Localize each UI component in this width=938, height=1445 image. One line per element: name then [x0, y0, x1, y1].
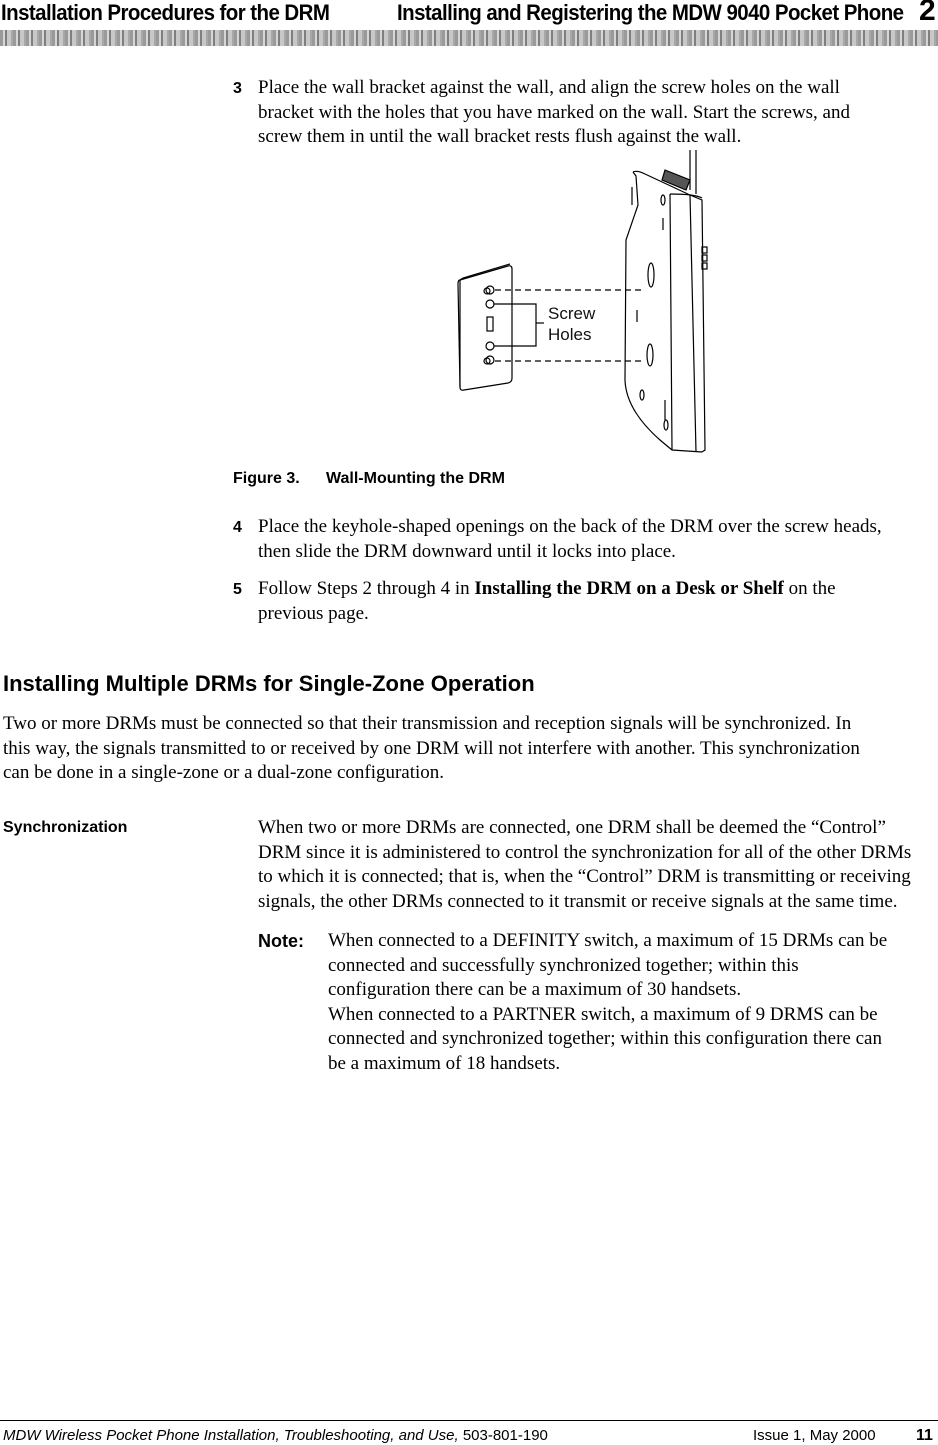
cross-reference: Installing the DRM on a Desk or Shelf [474, 578, 784, 599]
text-run: Follow Steps 2 through 4 in [258, 578, 475, 599]
screw-hole-leaders [494, 304, 544, 346]
step-number: 4 [233, 519, 242, 536]
footer-doc-number: 503-801-190 [462, 1427, 548, 1444]
text-line: bracket with the holes that you have marked on the wall. Start the screws, and [258, 101, 850, 123]
text-line: can be done in a single-zone or a dual-zone configuration. [3, 762, 445, 783]
wall-bracket [458, 264, 512, 390]
text-line: then slide the DRM downward until it locks into place. [258, 540, 676, 562]
screw-holes-label [548, 303, 595, 345]
text-run: on the [783, 578, 836, 599]
footer-rule [0, 1420, 938, 1421]
step-number: 3 [233, 80, 242, 97]
text-line: be a maximum of 18 handsets. [328, 1052, 561, 1074]
drm-device [625, 150, 707, 452]
text-line: screw them in until the wall bracket rests flush against the wall. [258, 126, 742, 147]
text-line: Place the wall bracket against the wall, and align the screw holes on the wall [258, 77, 840, 98]
text-line: When connected to a DEFINITY switch, a maximum of 15 DRMs can be [328, 930, 888, 951]
text-line: previous page. [258, 602, 369, 624]
text-line: signals, the other DRMs connected to it transmit or receive signals at the same time. [258, 890, 898, 912]
text-line: When two or more DRMs are connected, one DRM shall be deemed the “Control” [258, 817, 886, 838]
header-chapter-number: 2 [919, 0, 936, 27]
text-line: connected and successfully synchronized together; within this [328, 954, 799, 976]
text-line: to which it is connected; that is, when the “Control” DRM is transmitting or receiving [258, 866, 911, 887]
text-line: Two or more DRMs must be connected so that their transmission and reception signals will be synchronized. In [3, 713, 852, 734]
header-pattern-band [0, 30, 938, 46]
note-text [328, 929, 887, 1076]
label-line: Holes [548, 325, 592, 344]
synchronization-label: Synchronization [3, 819, 128, 836]
text-line: When connected to a PARTNER switch, a maximum of 9 DRMS can be [328, 1003, 878, 1025]
header-chapter-title: Installing and Registering the MDW 9040 Pocket Phone [397, 0, 904, 25]
footer-book-info [3, 1427, 548, 1444]
figure-caption-title: Wall-Mounting the DRM [326, 470, 505, 487]
step-text [258, 577, 836, 626]
step-text [258, 76, 850, 150]
step-text [258, 515, 882, 564]
label-line: Screw [548, 304, 596, 323]
header-section-title: Installation Procedures for the DRM [1, 0, 330, 25]
footer-book-title: MDW Wireless Pocket Phone Installation, Troubleshooting, and Use, [3, 1427, 459, 1444]
footer-issue: Issue 1, May 2000 [753, 1427, 876, 1444]
note-label: Note: [258, 931, 304, 951]
figure-caption-number: Figure 3. [233, 470, 300, 487]
section-heading: Installing Multiple DRMs for Single-Zone Operation [3, 671, 535, 696]
step-number: 5 [233, 581, 242, 598]
footer-page-number: 11 [916, 1427, 933, 1444]
text-line: connected and synchronized together; within this configuration there can [328, 1028, 882, 1049]
text-line: DRM since it is administered to control the synchronization for all of the other DRMs [258, 841, 912, 863]
synchronization-text [258, 816, 911, 914]
text-line: Place the keyhole-shaped openings on the back of the DRM over the screw heads, [258, 516, 882, 537]
text-line: this way, the signals transmitted to or received by one DRM will not interfere with another. This synchronization [3, 737, 860, 759]
text-line: configuration there can be a maximum of 30 handsets. [328, 979, 742, 1000]
section-paragraph [3, 712, 860, 786]
